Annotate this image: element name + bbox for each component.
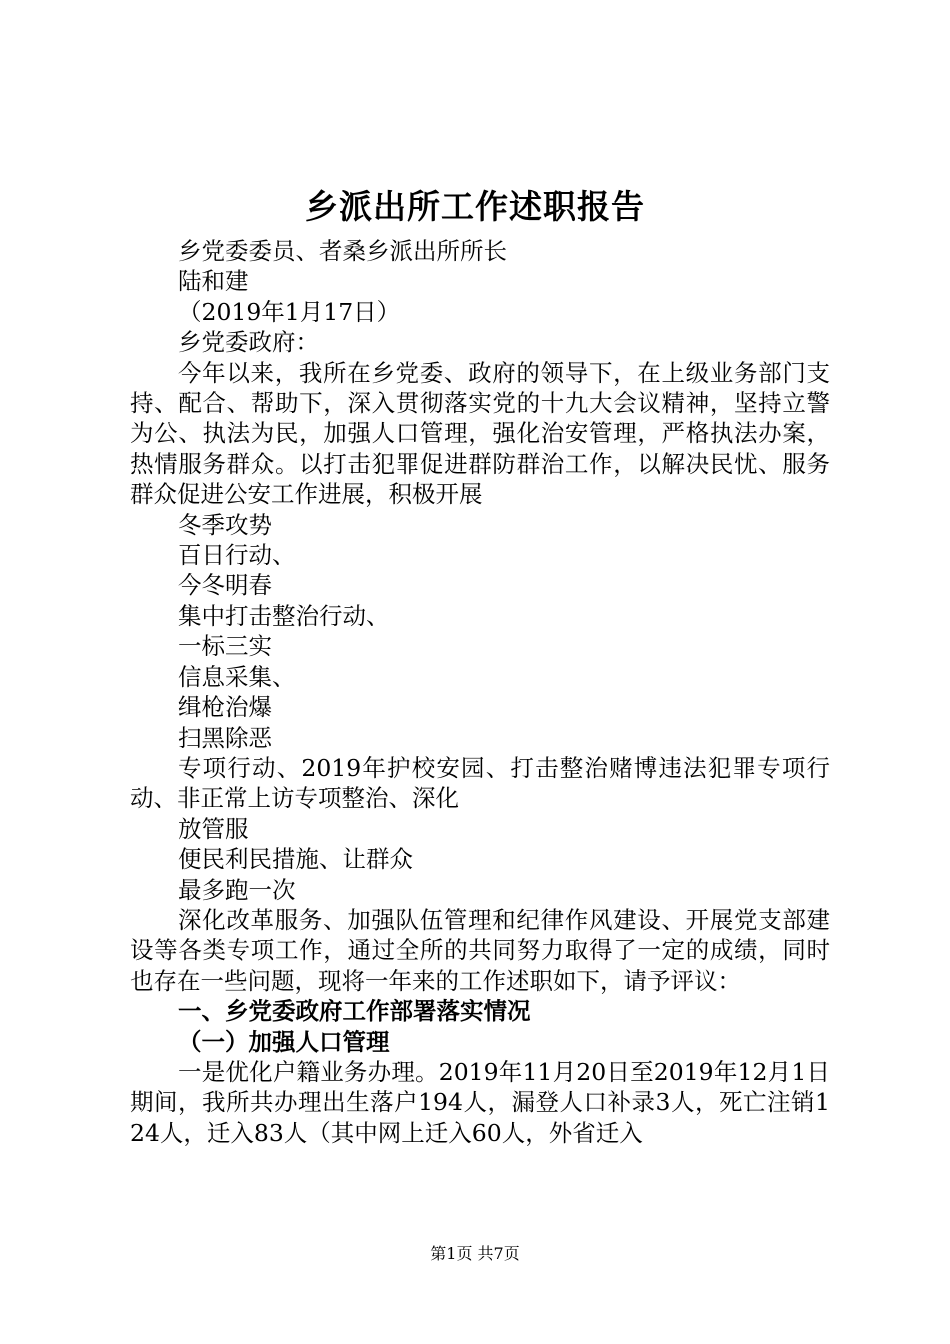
document-body <box>130 236 830 1148</box>
body-paragraph: 集中打击整治行动、 <box>178 601 390 630</box>
subsection-heading: （一）加强人口管理 <box>178 1027 390 1056</box>
salutation: 乡党委政府： <box>178 328 319 357</box>
body-paragraph: 深化改革服务、加强队伍管理和纪律作风建设、开展党支部建设等各类专项工作，通过全所的共同努力取得了一定的成绩，同时也存在一些问题，现将一年来的工作述职如下，请予评议： <box>130 905 830 995</box>
body-paragraph: 信息采集、 <box>178 662 296 691</box>
section-heading: 一、乡党委政府工作部署落实情况 <box>178 997 531 1026</box>
body-paragraph: 便民利民措施、让群众 <box>178 845 413 874</box>
body-paragraph: 放管服 <box>178 814 249 843</box>
body-paragraph: 百日行动、 <box>178 541 296 570</box>
author-name: 陆和建 <box>178 267 249 296</box>
body-paragraph: 今年以来，我所在乡党委、政府的领导下，在上级业务部门支持、配合、帮助下，深入贯彻落实党的十九大会议精神，坚持立警为公、执法为民，加强人口管理，强化治安管理，严格执法办案，热情服务群众。以打击犯罪促进群防群治工作，以解决民忧、服务群众促进公安工作进展，积极开展 <box>130 358 830 509</box>
author-position: 乡党委委员、者桑乡派出所所长 <box>178 237 507 265</box>
body-paragraph: 专项行动、2019年护校安园、打击整治赌博违法犯罪专项行动、非正常上访专项整治、深化 <box>130 753 830 813</box>
body-paragraph: 冬季攻势 <box>178 510 272 539</box>
body-paragraph: 最多跑一次 <box>178 875 296 904</box>
body-paragraph: 缉枪治爆 <box>178 693 272 722</box>
body-paragraph: 一标三实 <box>178 632 272 661</box>
body-paragraph: 扫黑除恶 <box>178 723 272 752</box>
body-paragraph: 一是优化户籍业务办理。2019年11月20日至2019年12月1日期间，我所共办理出生落户194人，漏登人口补录3人，死亡注销124人，迁入83人（其中网上迁入60人，外省迁入 <box>130 1057 830 1147</box>
report-date: （2019年1月17日） <box>178 297 401 326</box>
body-paragraph: 今冬明春 <box>178 571 272 600</box>
document-title: 乡派出所工作述职报告 <box>305 187 645 226</box>
page-number-footer: 第1页 共7页 <box>430 1244 520 1263</box>
